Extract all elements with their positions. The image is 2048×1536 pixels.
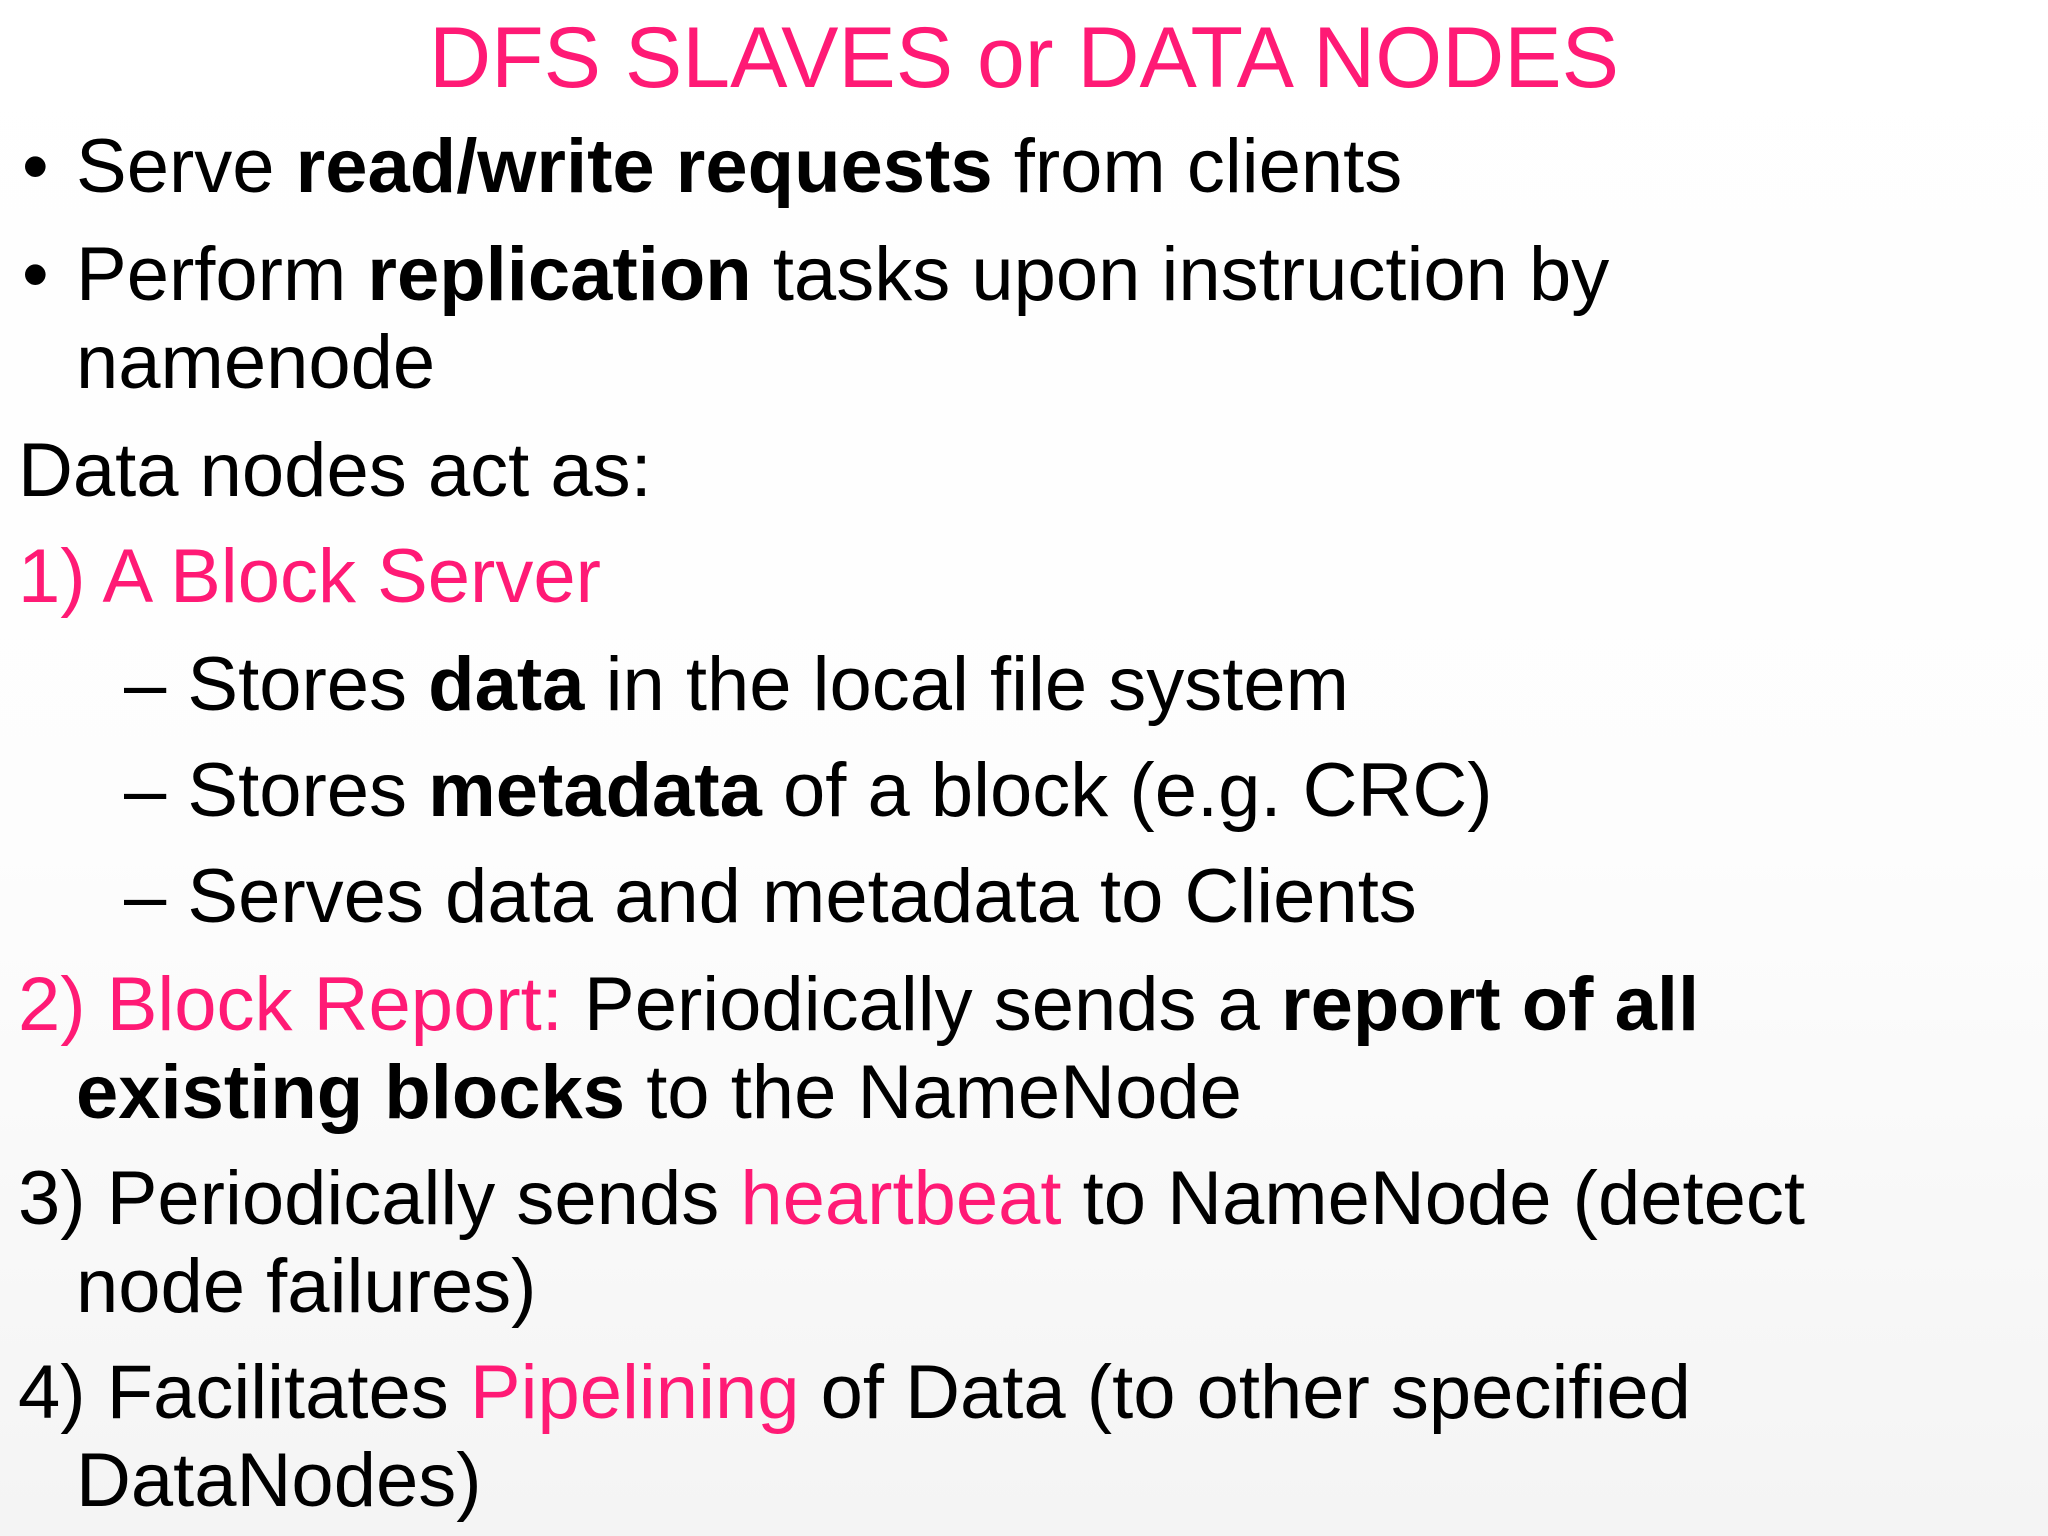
- bullet-text: Perform: [76, 232, 368, 317]
- role-heartbeat: [18, 1156, 1805, 1242]
- dash-marker: –: [124, 854, 167, 939]
- role-bold-text: report of all: [1281, 962, 1700, 1047]
- dash-marker: –: [124, 748, 167, 833]
- bullet-continuation: namenode: [76, 320, 436, 405]
- bullet-text: tasks upon instruction by: [751, 232, 1610, 317]
- bullet-bold-text: read/write requests: [295, 124, 993, 209]
- role-text: Periodically sends a: [562, 962, 1282, 1047]
- role-pipelining-continuation: DataNodes): [76, 1438, 482, 1523]
- role-block-report-continuation: [76, 1050, 1242, 1136]
- sub-item-serves-data: [124, 854, 1417, 940]
- role-text: 4) Facilitates: [18, 1350, 470, 1435]
- bullet-text: Serve: [76, 124, 296, 209]
- sub-item-text: Stores: [187, 642, 429, 727]
- role-text: of Data (to other specified: [799, 1350, 1691, 1435]
- sub-item-bold-text: data: [428, 642, 585, 727]
- intro-text: Data nodes act as:: [18, 428, 652, 513]
- role-text: to NameNode (detect: [1061, 1156, 1805, 1241]
- bullet-item-read-write: [76, 124, 1402, 210]
- sub-item-text: Stores: [187, 748, 429, 833]
- sub-item-text: in the local file system: [584, 642, 1349, 727]
- bullet-item-replication: [76, 232, 1609, 318]
- role-block-report: [18, 962, 1699, 1048]
- bullet-bold-text: replication: [367, 232, 752, 317]
- role-bold-text: existing blocks: [76, 1050, 626, 1135]
- sub-item-stores-data: [124, 642, 1349, 728]
- role-pipelining: [18, 1350, 1691, 1436]
- sub-item-text: of a block (e.g. CRC): [761, 748, 1493, 833]
- slide-title: DFS SLAVES or DATA NODES: [429, 10, 1619, 106]
- role-heading-block-server: 1) A Block Server: [18, 534, 601, 619]
- role-label: 2) Block Report:: [18, 962, 563, 1047]
- role-highlight: heartbeat: [740, 1156, 1062, 1241]
- role-text: 3) Periodically sends: [18, 1156, 741, 1241]
- role-heartbeat-continuation: node failures): [76, 1244, 537, 1329]
- bullet-marker: •: [22, 232, 49, 317]
- role-text: to the NameNode: [625, 1050, 1242, 1135]
- bullet-text: from clients: [992, 124, 1403, 209]
- sub-item-stores-metadata: [124, 748, 1493, 834]
- bullet-marker: •: [22, 124, 49, 209]
- role-highlight: Pipelining: [469, 1350, 800, 1435]
- sub-item-bold-text: metadata: [428, 748, 762, 833]
- sub-item-text: Serves data and metadata to Clients: [187, 854, 1417, 939]
- dash-marker: –: [124, 642, 167, 727]
